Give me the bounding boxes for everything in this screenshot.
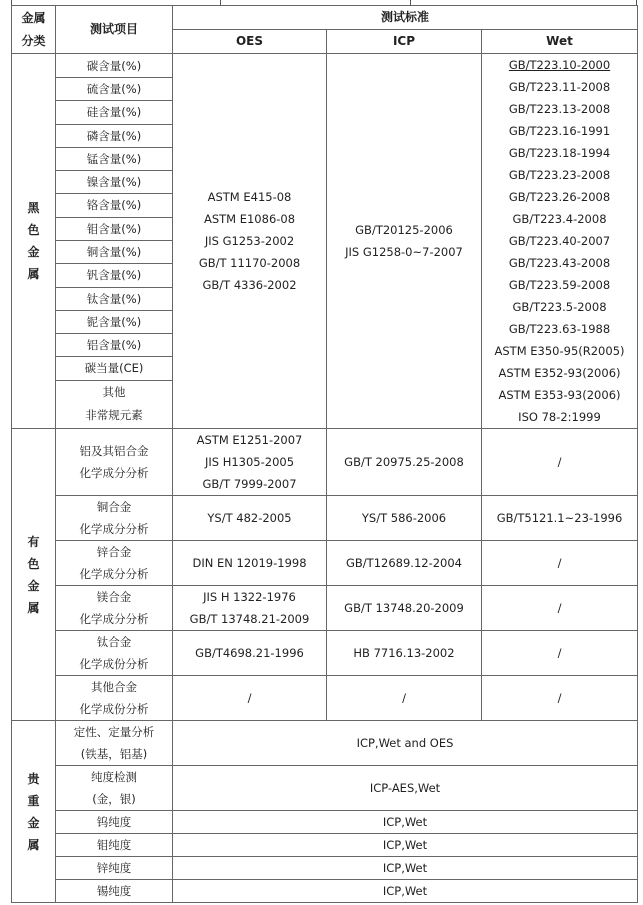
oes-standard: GB/T 11170-2008 bbox=[198, 256, 301, 270]
category-ferrous: 黑 色 金 属 bbox=[12, 54, 56, 429]
precious-item-tungsten: 钨纯度 bbox=[56, 811, 173, 834]
nonferrous-wet-aluminum: / bbox=[482, 429, 638, 496]
oes-standard: GB/T 4336-2002 bbox=[202, 278, 297, 292]
wet-standard: ASTM E352-93(2006) bbox=[498, 366, 621, 380]
nonferrous-item-magnesium: 镁合金 化学成分分析 bbox=[56, 586, 173, 631]
wet-standard: GB/T223.5-2008 bbox=[512, 300, 607, 314]
icp-standard: JIS G1258-0~7-2007 bbox=[345, 245, 463, 259]
nonferrous-oes-magnesium: JIS H 1322-1976 GB/T 13748.21-2009 bbox=[173, 586, 327, 631]
nonferrous-item-copper: 铜合金 化学成分分析 bbox=[56, 496, 173, 541]
ferrous-icp-standards bbox=[327, 54, 482, 429]
ferrous-item: 碳当量(CE) bbox=[56, 357, 172, 380]
header-wet: Wet bbox=[482, 30, 638, 54]
precious-item-qualitative: 定性、定量分析 (铁基，铝基) bbox=[56, 721, 173, 766]
wet-standard: GB/T223.18-1994 bbox=[508, 146, 611, 160]
precious-std-tin: ICP,Wet bbox=[173, 880, 638, 903]
precious-item-molybdenum: 钼纯度 bbox=[56, 834, 173, 857]
ferrous-item: 硫含量(%) bbox=[56, 78, 172, 101]
ferrous-item: 钼含量(%) bbox=[56, 218, 172, 241]
header-standard: 测试标准 bbox=[173, 6, 638, 30]
precious-item-zinc: 锌纯度 bbox=[56, 857, 173, 880]
wet-standard: ISO 78-2:1999 bbox=[518, 410, 601, 424]
ferrous-item: 钛含量(%) bbox=[56, 288, 172, 311]
wet-standard: ASTM E350-95(R2005) bbox=[494, 344, 625, 358]
ferrous-item: 铬含量(%) bbox=[56, 194, 172, 217]
nonferrous-wet-magnesium: / bbox=[482, 586, 638, 631]
ferrous-item: 磷含量(%) bbox=[56, 125, 172, 148]
ferrous-oes-standards bbox=[173, 54, 327, 429]
ferrous-item: 镍含量(%) bbox=[56, 171, 172, 194]
nonferrous-oes-aluminum: ASTM E1251-2007 JIS H1305-2005 GB/T 7999-2007 bbox=[173, 429, 327, 496]
wet-standard: GB/T223.16-1991 bbox=[508, 124, 611, 138]
ferrous-item: 硅含量(%) bbox=[56, 101, 172, 124]
oes-standard: JIS G1253-2002 bbox=[204, 234, 295, 248]
ferrous-item: 其他 bbox=[102, 384, 126, 399]
nonferrous-wet-other: / bbox=[482, 676, 638, 721]
ferrous-item: 非常规元素 bbox=[85, 408, 143, 423]
wet-standard: GB/T223.59-2008 bbox=[508, 278, 611, 292]
nonferrous-item-zinc: 锌合金 化学成分分析 bbox=[56, 541, 173, 586]
header-item: 测试项目 bbox=[56, 6, 173, 54]
nonferrous-oes-other: / bbox=[173, 676, 327, 721]
ferrous-item: 碳含量(%) bbox=[56, 55, 172, 78]
precious-item-purity-gold-silver: 纯度检测 (金，银) bbox=[56, 766, 173, 811]
metal-test-standards-table bbox=[11, 5, 638, 903]
wet-standard: GB/T223.10-2000 bbox=[508, 58, 611, 72]
precious-item-tin: 锡纯度 bbox=[56, 880, 173, 903]
category-precious: 贵 重 金 属 bbox=[12, 721, 56, 903]
oes-standard: ASTM E415-08 bbox=[207, 190, 292, 204]
nonferrous-oes-zinc: DIN EN 12019-1998 bbox=[173, 541, 327, 586]
precious-std-zinc: ICP,Wet bbox=[173, 857, 638, 880]
icp-standard: GB/T20125-2006 bbox=[355, 223, 453, 237]
ferrous-item: 钒含量(%) bbox=[56, 264, 172, 287]
header-icp: ICP bbox=[327, 30, 482, 54]
header-category: 金属 分类 bbox=[12, 6, 56, 54]
ferrous-wet-standards bbox=[482, 54, 638, 429]
nonferrous-oes-titanium: GB/T4698.21-1996 bbox=[173, 631, 327, 676]
nonferrous-item-aluminum: 铝及其铝合金 化学成分分析 bbox=[56, 429, 173, 496]
nonferrous-wet-titanium: / bbox=[482, 631, 638, 676]
ferrous-item: 锰含量(%) bbox=[56, 148, 172, 171]
nonferrous-icp-zinc: GB/T12689.12-2004 bbox=[327, 541, 482, 586]
wet-standard: GB/T223.43-2008 bbox=[508, 256, 611, 270]
wet-standard: GB/T223.23-2008 bbox=[508, 168, 611, 182]
nonferrous-oes-copper: YS/T 482-2005 bbox=[173, 496, 327, 541]
wet-standard: GB/T223.11-2008 bbox=[508, 80, 611, 94]
nonferrous-icp-aluminum: GB/T 20975.25-2008 bbox=[327, 429, 482, 496]
category-nonferrous: 有 色 金 属 bbox=[12, 429, 56, 721]
ferrous-item: 铌含量(%) bbox=[56, 311, 172, 334]
wet-standard: GB/T223.40-2007 bbox=[508, 234, 611, 248]
nonferrous-icp-titanium: HB 7716.13-2002 bbox=[327, 631, 482, 676]
wet-standard: GB/T223.26-2008 bbox=[508, 190, 611, 204]
wet-standard: GB/T223.4-2008 bbox=[512, 212, 607, 226]
ferrous-items-list bbox=[56, 55, 172, 428]
oes-standard: ASTM E1086-08 bbox=[203, 212, 296, 226]
wet-standard: GB/T223.63-1988 bbox=[508, 322, 611, 336]
nonferrous-icp-other: / bbox=[327, 676, 482, 721]
ferrous-item: 铜含量(%) bbox=[56, 241, 172, 264]
precious-std-tungsten: ICP,Wet bbox=[173, 811, 638, 834]
wet-standard: ASTM E353-93(2006) bbox=[498, 388, 621, 402]
wet-standard: GB/T223.13-2008 bbox=[508, 102, 611, 116]
precious-std-purity-gold-silver: ICP-AES,Wet bbox=[173, 766, 638, 811]
ferrous-items bbox=[56, 54, 173, 429]
nonferrous-wet-zinc: / bbox=[482, 541, 638, 586]
nonferrous-item-titanium: 钛合金 化学成份分析 bbox=[56, 631, 173, 676]
nonferrous-icp-magnesium: GB/T 13748.20-2009 bbox=[327, 586, 482, 631]
nonferrous-icp-copper: YS/T 586-2006 bbox=[327, 496, 482, 541]
nonferrous-item-other: 其他合金 化学成份分析 bbox=[56, 676, 173, 721]
precious-std-molybdenum: ICP,Wet bbox=[173, 834, 638, 857]
precious-std-qualitative: ICP,Wet and OES bbox=[173, 721, 638, 766]
ferrous-item: 铝含量(%) bbox=[56, 334, 172, 357]
nonferrous-wet-copper: GB/T5121.1~23-1996 bbox=[482, 496, 638, 541]
header-oes: OES bbox=[173, 30, 327, 54]
